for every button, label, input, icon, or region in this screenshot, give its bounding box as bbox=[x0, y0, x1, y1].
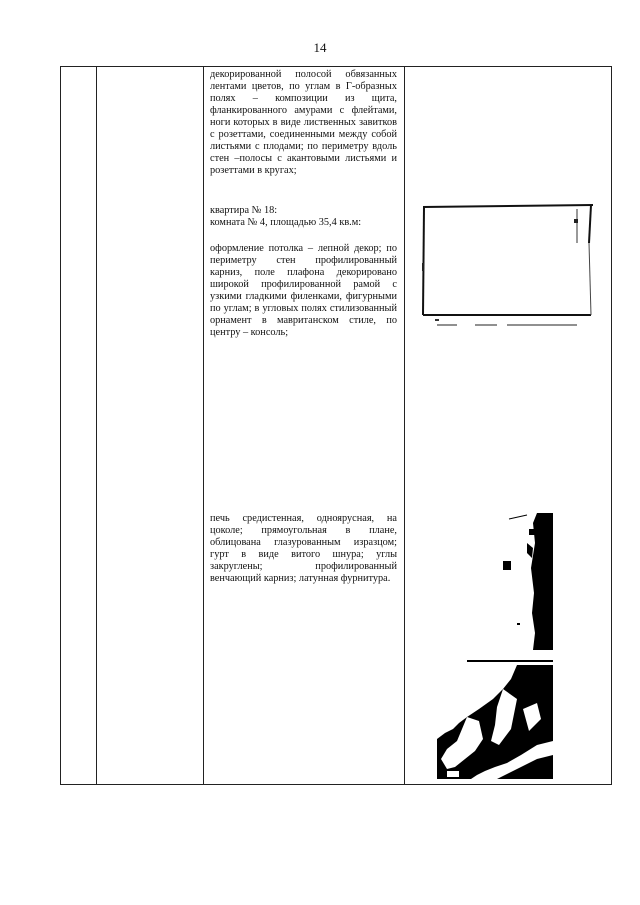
apartment-label: квартира № 18: bbox=[210, 205, 278, 216]
description-paragraph-ceiling: оформление потолка – лепной декор; по периметру стен профилированный карниз, поле плафона декорировано широкой профилированной рамой с узкими гладкими филенками, фигурными по углам; в угловых полях стилизованный орнамент в мавританском стиле, по центру – консоль; bbox=[210, 243, 397, 338]
description-paragraph-frieze: декорированной полосой обвязанных лентами цветов, по углам в Г-образных полях – композиции из щита, фланкированного амурами с флейтами, ноги которых в виде лиственных завитков с розеттами, соединенными между собой листьями с плодами; по периметру вдоль стен –полосы с акантовыми листьями и розеттами в кругах; bbox=[210, 69, 397, 176]
column-divider-1 bbox=[96, 67, 97, 784]
description-paragraph-stove: печь средистенная, одноярусная, на цоколе; прямоугольная в плане, облицована глазурованным изразцом; гурт в виде витого шнура; углы закруглены; профилированный венчающий карниз; латунная фурнитура. bbox=[210, 513, 397, 584]
column-divider-2 bbox=[203, 67, 204, 784]
apartment-room-heading bbox=[210, 205, 397, 229]
ceiling-photo bbox=[417, 203, 595, 329]
room-label: комната № 4, площадью 35,4 кв.м: bbox=[210, 217, 362, 228]
column-divider-3 bbox=[404, 67, 405, 784]
description-table bbox=[60, 66, 612, 785]
stove-photo-upper bbox=[437, 513, 553, 650]
stove-photo-lower bbox=[437, 659, 553, 779]
page-number: 14 bbox=[313, 40, 327, 55]
